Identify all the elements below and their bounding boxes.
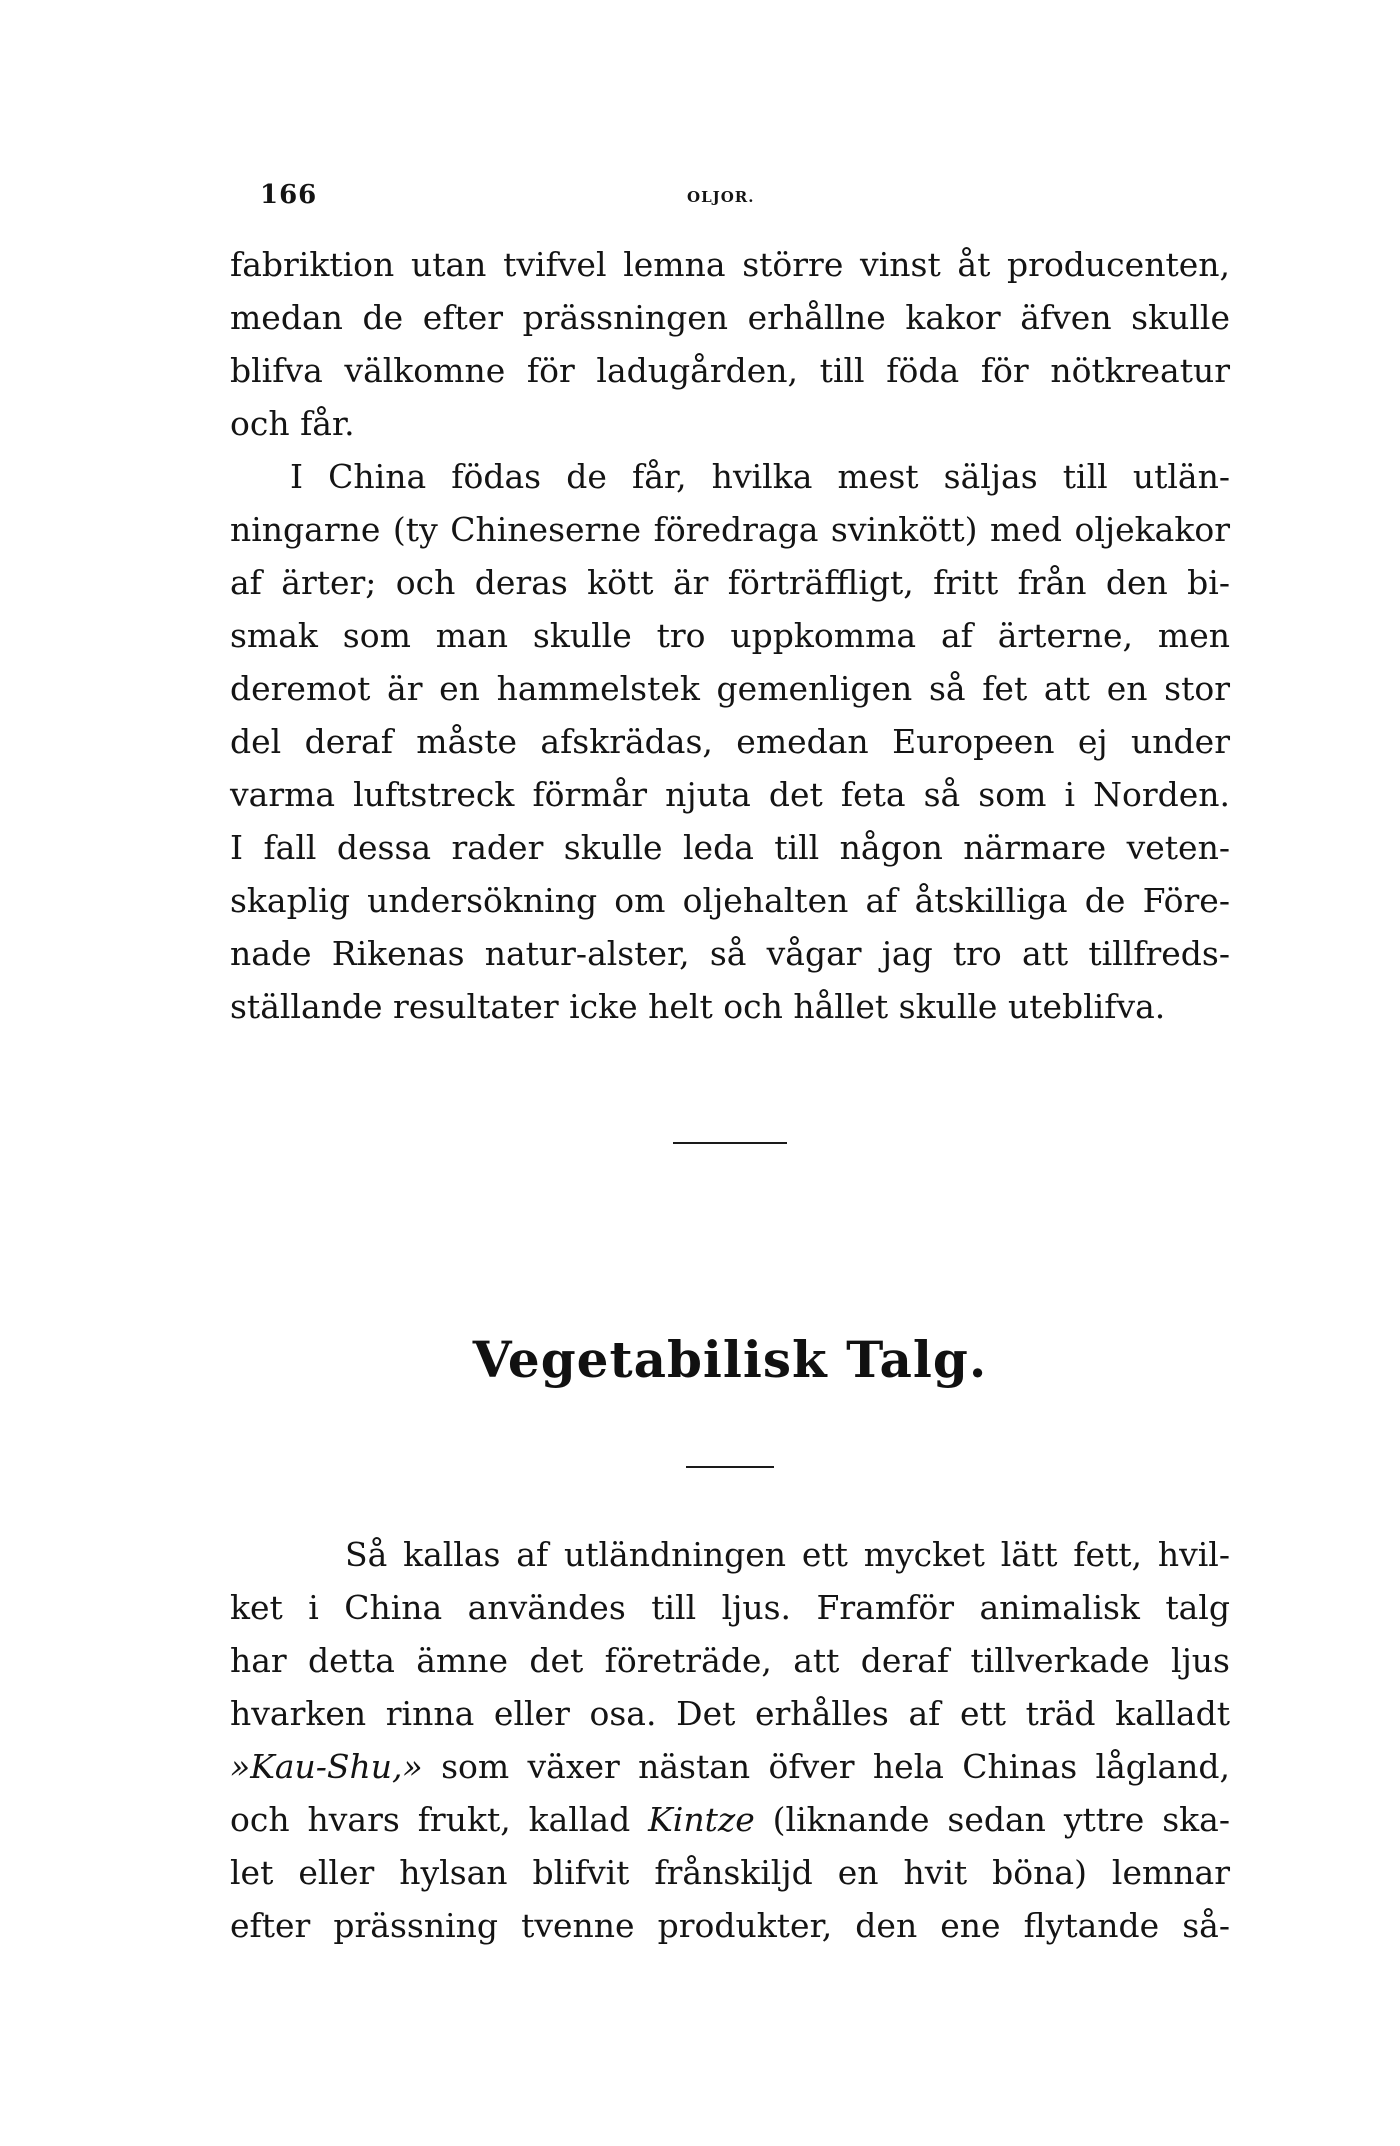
text-line: skaplig undersökning om oljehalten af åtskilliga de Före-: [230, 881, 1230, 920]
text-line: let eller hylsan blifvit frånskiljd en hvit böna) lemnar: [230, 1853, 1230, 1892]
text-span: (liknande sedan yttre ska-: [754, 1800, 1230, 1839]
text-line: ställande resultater icke helt och hållet skulle uteblifva.: [230, 987, 1166, 1026]
text-line: smak som man skulle tro uppkomma af ärterne, men: [230, 616, 1230, 655]
text-line: fabriktion utan tvifvel lemna större vinst åt producenten,: [230, 245, 1230, 284]
text-line: hvarken rinna eller osa. Det erhålles af ett träd kalladt: [230, 1694, 1230, 1733]
text-line: Så kallas af utländningen ett mycket lätt fett, hvil-: [345, 1535, 1230, 1574]
text-line: [230, 1793, 1230, 1846]
paragraph-3: [230, 1528, 1230, 1952]
paragraph-2: [230, 450, 1230, 1033]
page-number: 166: [260, 180, 318, 210]
text-line: deremot är en hammelstek gemenligen så fet att en stor: [230, 669, 1230, 708]
text-line: blifva välkomne för ladugården, till föda för nötkreatur: [230, 351, 1230, 390]
text-line: del deraf måste afskrädas, emedan Europeen ej under: [230, 722, 1230, 761]
text-line: ket i China användes till ljus. Framför animalisk talg: [230, 1588, 1230, 1627]
section-divider-bottom: [686, 1466, 774, 1468]
italic-term-kau-shu: »Kau-Shu,»: [230, 1747, 423, 1786]
section-title: Vegetabilisk Talg.: [472, 1330, 988, 1389]
text-line: medan de efter prässningen erhållne kakor äfven skulle: [230, 298, 1230, 337]
text-line: nade Rikenas natur-alster, så vågar jag tro att tillfreds-: [230, 934, 1230, 973]
text-line: [230, 1740, 1230, 1793]
text-line: I fall dessa rader skulle leda till någon närmare veten-: [230, 828, 1230, 867]
text-line: efter prässning tvenne produkter, den ene flytande så-: [230, 1906, 1230, 1945]
text-line: ningarne (ty Chineserne föredraga svinkött) med oljekakor: [230, 510, 1230, 549]
text-line: varma luftstreck förmår njuta det feta så som i Norden.: [230, 775, 1230, 814]
text-line: I China födas de får, hvilka mest säljas till utlän-: [290, 457, 1230, 496]
text-span: och hvars frukt, kallad: [230, 1800, 649, 1839]
text-span: som växer nästan öfver hela Chinas lågland,: [422, 1747, 1230, 1786]
section-divider-top: [673, 1142, 787, 1144]
text-line: och får.: [230, 404, 355, 443]
paragraph-1: [230, 238, 1230, 450]
text-line: har detta ämne det företräde, att deraf tillverkade ljus: [230, 1641, 1230, 1680]
text-line: af ärter; och deras kött är förträffligt, fritt från den bi-: [230, 563, 1230, 602]
running-title: OLJOR.: [687, 188, 755, 206]
italic-term-kintze: Kintze: [648, 1800, 755, 1839]
running-head: [260, 180, 1220, 220]
